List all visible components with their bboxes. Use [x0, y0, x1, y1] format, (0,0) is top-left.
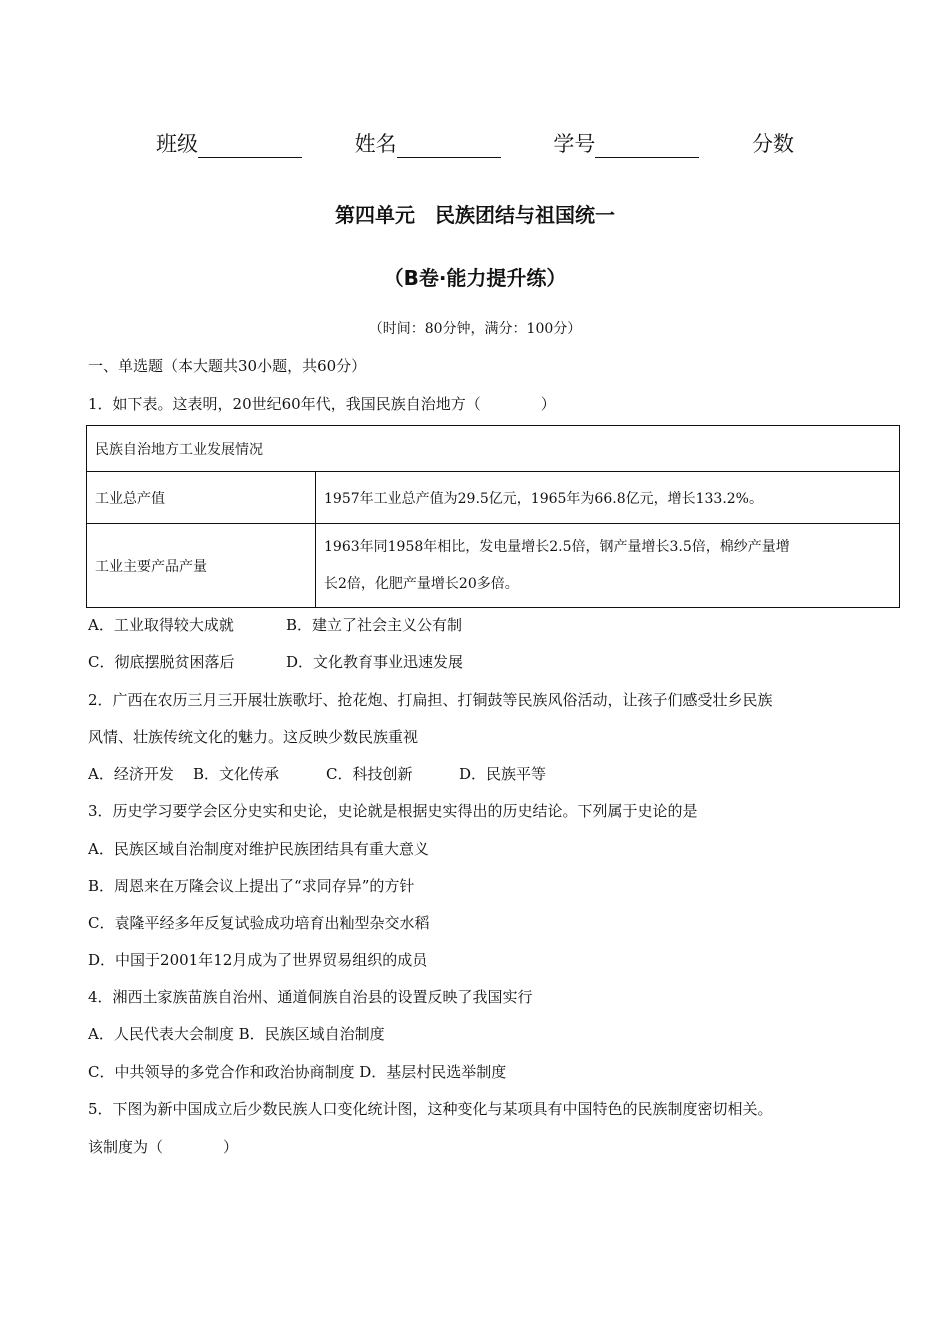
option-c[interactable]: C．彻底摆脱贫困落后 — [88, 653, 235, 671]
table-row — [87, 472, 900, 524]
question-4-options-ab[interactable]: A．人民代表大会制度 B．民族区域自治制度 — [88, 1025, 385, 1043]
table-cell-label: 工业总产值 — [87, 472, 316, 524]
student-info-header — [0, 128, 950, 158]
page-subtitle: （B卷·能力提升练） — [383, 266, 567, 290]
question-1-options-cd — [88, 651, 463, 672]
id-blank[interactable] — [595, 135, 699, 158]
table-title: 民族自治地方工业发展情况 — [87, 426, 900, 472]
exam-meta: （时间：80分钟，满分：100分） — [368, 321, 582, 337]
option-b[interactable]: B．建立了社会主义公有制 — [286, 616, 463, 634]
name-label: 姓名 — [354, 132, 397, 156]
option-c[interactable]: C．袁隆平经多年反复试验成功培育出籼型杂交水稻 — [88, 914, 430, 932]
option-a[interactable]: A．经济开发 — [88, 765, 174, 783]
page-title: 第四单元 民族团结与祖国统一 — [335, 203, 615, 227]
option-c[interactable]: C．科技创新 — [326, 765, 413, 783]
question-2-stem-line: 2．广西在农历三月三开展壮族歌圩、抢花炮、打扁担、打铜鼓等民族风俗活动，让孩子们感受壮乡民族 — [88, 691, 773, 709]
option-d[interactable]: D．文化教育事业迅速发展 — [286, 653, 464, 671]
option-b[interactable]: B．文化传承 — [193, 765, 280, 783]
class-label: 班级 — [155, 132, 198, 156]
option-d[interactable]: D．民族平等 — [459, 765, 547, 783]
table-cell-value — [316, 524, 900, 608]
question-4-options-cd[interactable]: C．中共领导的多党合作和政治协商制度 D．基层村民选举制度 — [88, 1063, 507, 1081]
table-value-line: 1963年同1958年相比，发电量增长2.5倍，钢产量增长3.5倍，棉纱产量增 — [324, 538, 790, 555]
table-cell-label: 工业主要产品产量 — [87, 524, 316, 608]
question-1-options-ab — [88, 614, 462, 635]
question-2-options — [88, 763, 546, 784]
option-a[interactable]: A．民族区域自治制度对维护民族团结具有重大意义 — [88, 840, 429, 858]
table-row — [87, 524, 900, 608]
section-heading: 一、单选题（本大题共30小题，共60分） — [88, 357, 367, 375]
option-a[interactable]: A．工业取得较大成就 — [88, 616, 234, 634]
question-1-stem: 1．如下表。这表明，20世纪60年代，我国民族自治地方（ ） — [88, 395, 556, 413]
industry-table — [86, 425, 900, 608]
question-2-stem-line: 风情、壮族传统文化的魅力。这反映少数民族重视 — [88, 728, 419, 746]
question-5-stem-line: 5．下图为新中国成立后少数民族人口变化统计图，这种变化与某项具有中国特色的民族制度密切相关。 — [88, 1100, 773, 1118]
option-d[interactable]: D．中国于2001年12月成为了世界贸易组织的成员 — [88, 951, 428, 969]
option-b[interactable]: B．周恩来在万隆会议上提出了“求同存异”的方针 — [88, 877, 415, 895]
name-blank[interactable] — [397, 135, 501, 158]
table-value-line: 长2倍，化肥产量增长20多倍。 — [324, 575, 519, 592]
table-cell-value: 1957年工业总产值为29.5亿元，1965年为66.8亿元，增长133.2%。 — [316, 472, 900, 524]
id-label: 学号 — [553, 132, 596, 156]
question-3-stem: 3．历史学习要学会区分史实和史论，史论就是根据史实得出的历史结论。下列属于史论的是 — [88, 802, 698, 820]
question-4-stem: 4．湘西土家族苗族自治州、通道侗族自治县的设置反映了我国实行 — [88, 988, 533, 1006]
question-5-stem-line: 该制度为（ ） — [88, 1138, 239, 1156]
score-label: 分数 — [752, 132, 795, 156]
class-blank[interactable] — [198, 135, 302, 158]
